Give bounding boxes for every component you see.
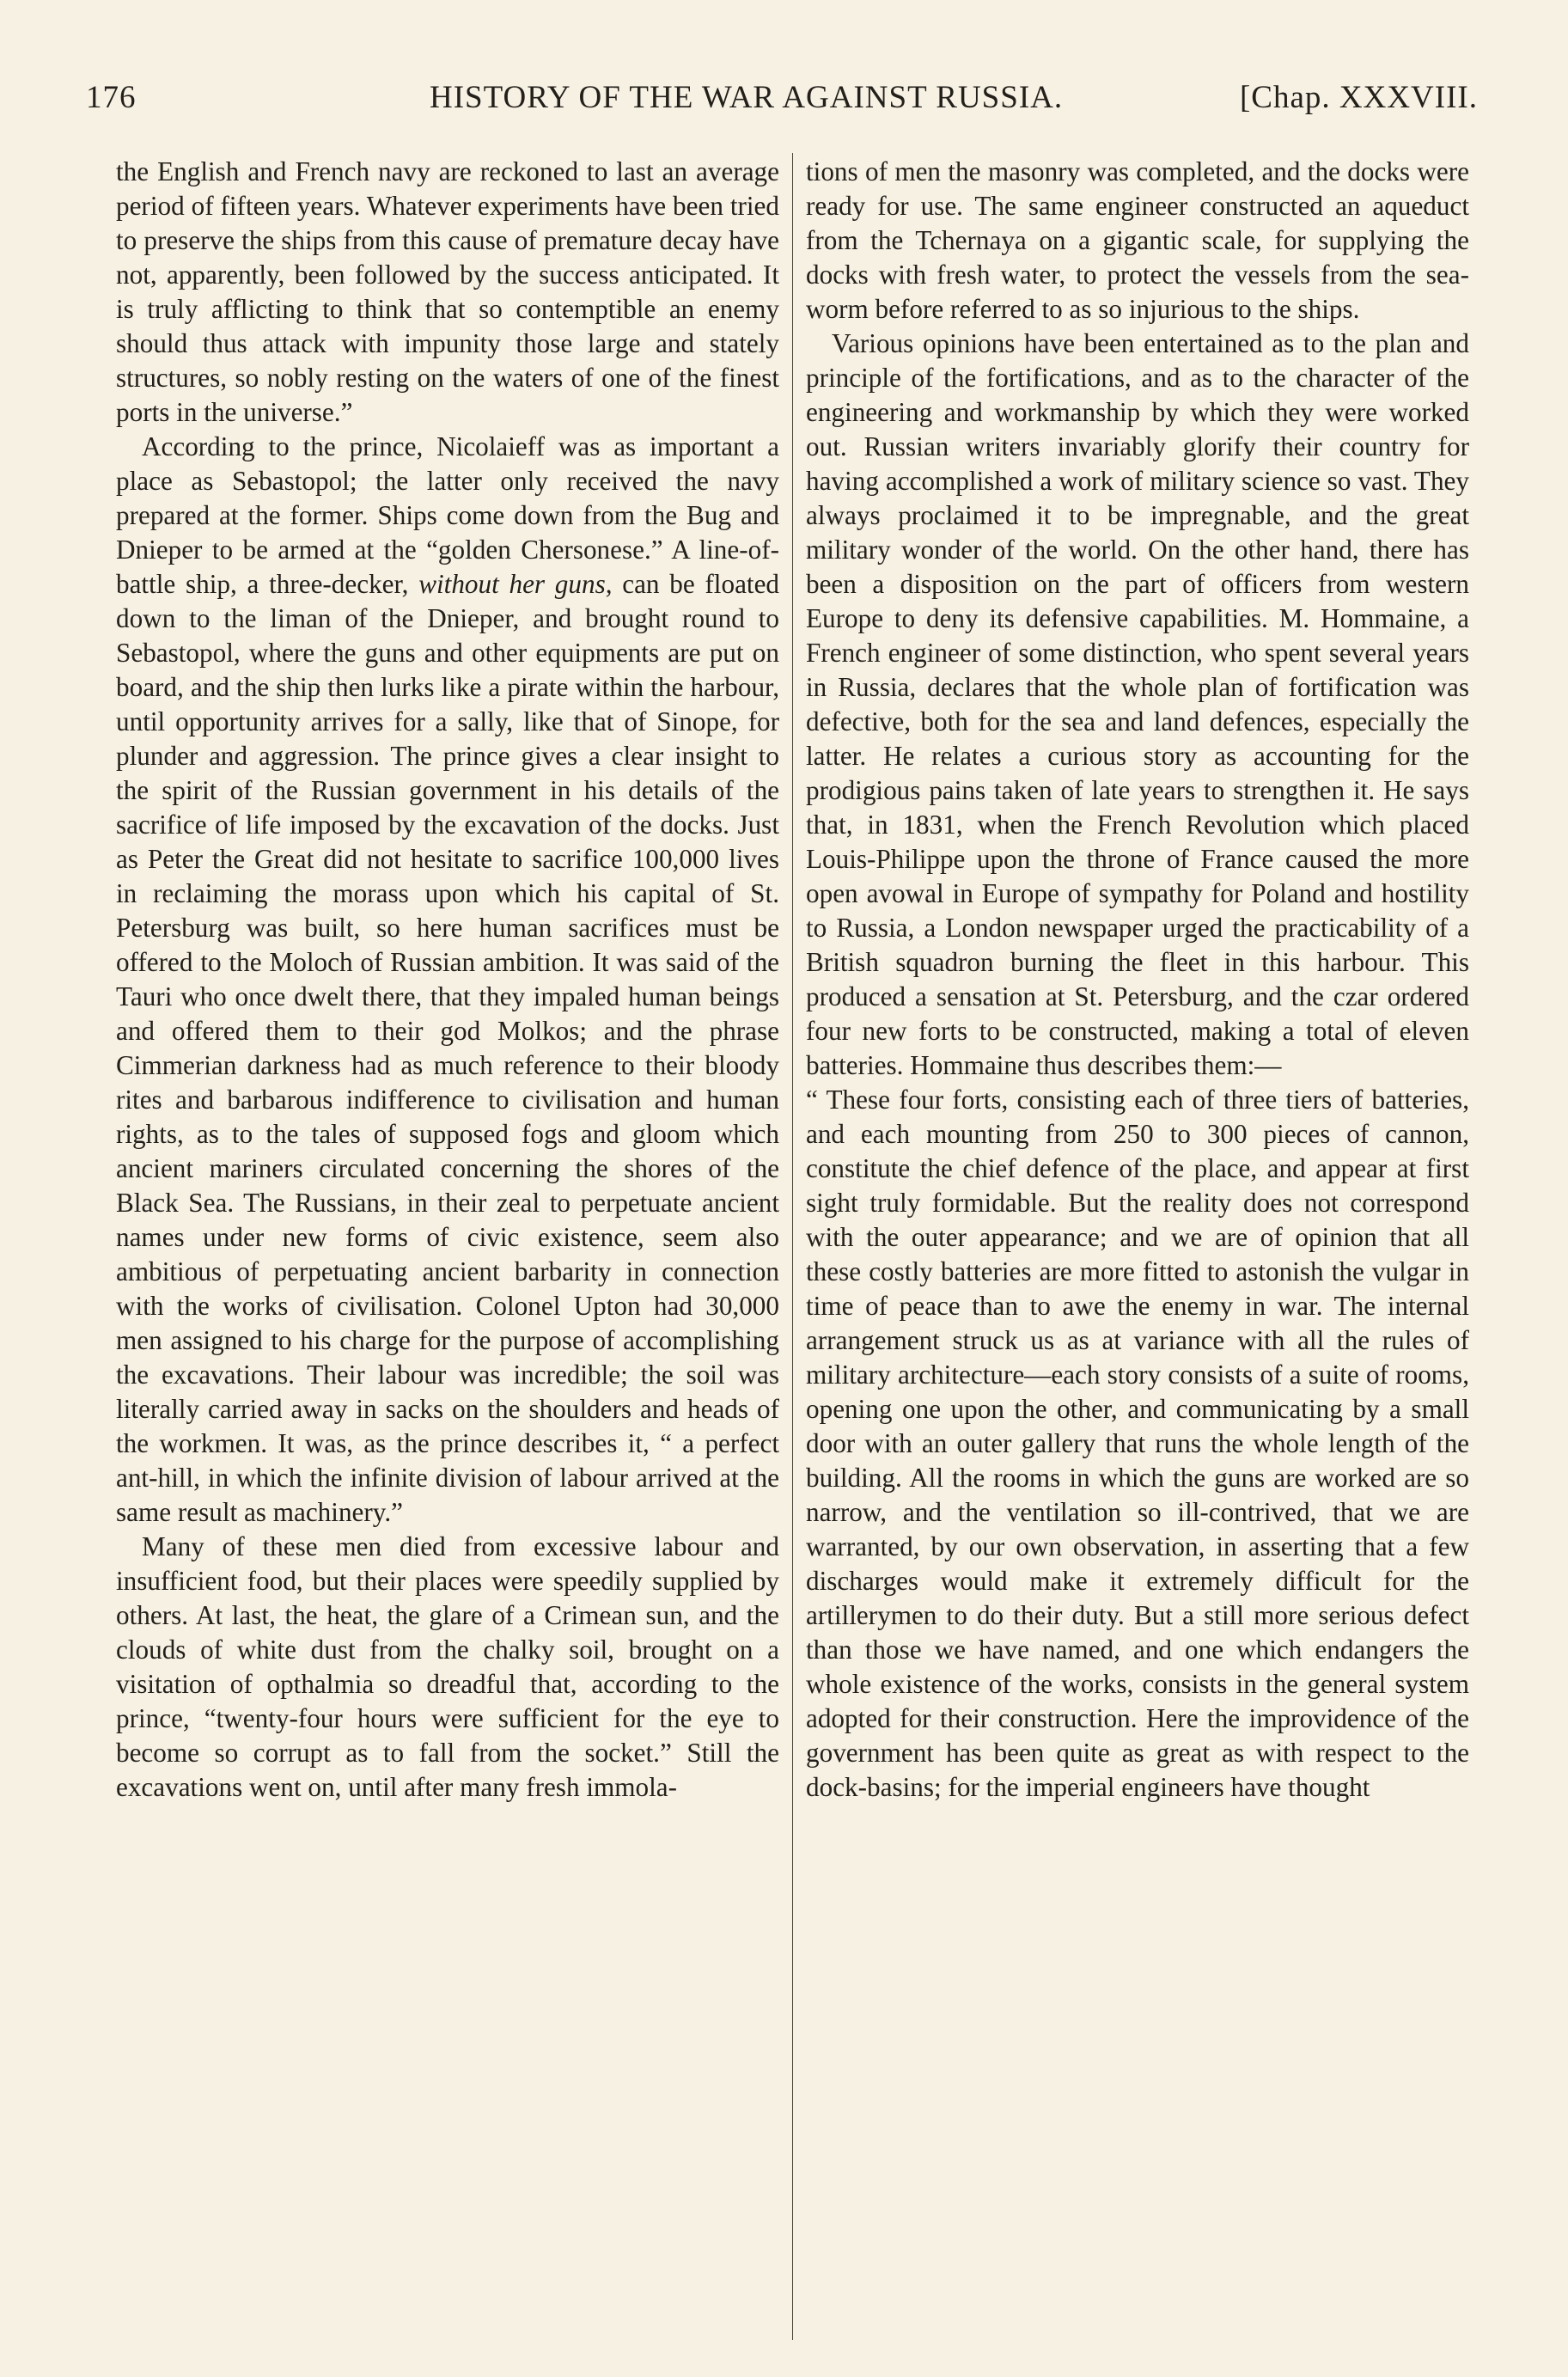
chapter-label: [Chap. XXXVIII. xyxy=(1239,80,1478,115)
paragraph-text: According to the prince, Nicolaieff was as important a place as Sebastopol; the latter only received the navy prepared at the former. Ships come down from the Bug and Dnieper to be armed at the “golden Chersonese.” A line-of-battle ship, a three-decker, xyxy=(116,431,779,599)
paragraph: tions of men the masonry was completed, and the docks were ready for use. The same engineer constructed an aqueduct from the Tchernaya on a gigantic scale, for supplying the docks with fresh water, to protect the vessels from the sea-worm before referred to as so injurious to the ships. xyxy=(806,156,1469,324)
left-column xyxy=(116,155,779,2337)
paragraph: Various opinions have been entertained as to the plan and principle of the fortifications, and as to the character of the engineering and workmanship by which they were worked out. Russian writers invariably glorify their country for having accomplished a work of military science so vast. They always proclaimed it to be impregnable, and the great military wonder of the world. On the other hand, there has been a disposition on the part of officers from western Europe to deny its defensive capabilities. M. Hommaine, a French engineer of some distinction, who spent several years in Russia, declares that the whole plan of fortification was defective, both for the sea and land defences, especially the latter. He relates a curious story as accounting for the prodigious pains taken of late years to strengthen it. He says that, in 1831, when the French Revolution which placed Louis-Philippe upon the throne of France caused the more open avowal in Europe of sympathy for Poland and hostility to Russia, a London newspaper urged the practicability of a British squadron burning the fleet in this harbour. This produced a sensation at St. Petersburg, and the czar ordered four new forts to be constructed, making a total of eleven batteries. Hommaine thus describes them:— xyxy=(806,328,1469,1080)
running-title: HISTORY OF THE WAR AGAINST RUSSIA. xyxy=(430,80,1064,115)
quoted-paragraph: “ These four forts, consisting each of three tiers of batteries, and each mounting from 250 to 300 pieces of cannon, constitute the chief defence of the place, and appear at first sight truly formidable. But the reality does not correspond with the outer appearance; and we are of opinion that all these costly batteries are more fitted to astonish the vulgar in time of peace than to awe the enemy in war. The internal arrangement struck us as at variance with all the rules of military architecture—each story consists of a suite of rooms, opening one upon the other, and communicating by a small door with an outer gallery that runs the whole length of the building. All the rooms in which the guns are worked are so narrow, and the ventilation so ill-contrived, that we are warranted, by our own observation, in asserting that a few discharges would make it extremely difficult for the artillerymen to do their duty. But a still more serious defect than those we have named, and one which endangers the whole existence of the works, consists in the general system adopted for their construction. Here the improvidence of the government has been quite as great as with respect to the dock-basins; for the imperial engineers have thought xyxy=(806,1085,1469,1802)
running-header xyxy=(86,79,1478,131)
paragraph: Many of these men died from excessive labour and insufficient food, but their places were speedily supplied by others. At last, the heat, the glare of a Crimean sun, and the clouds of white dust from the chalky soil, brought on a visitation of opthalmia so dreadful that, according to the prince, “twenty-four hours were sufficient for the eye to become so corrupt as to fall from the socket.” Still the excavations went on, until after many fresh immola- xyxy=(116,1531,779,1802)
paragraph: the English and French navy are reckoned to last an average period of fifteen years. Whatever experiments have been tried to preserve the ships from this cause of premature decay have not, apparently, been followed by the success anticipated. It is truly afflicting to think that so contemptible an enemy should thus attack with impunity those large and stately structures, so nobly resting on the waters of one of the finest ports in the universe.” xyxy=(116,156,779,427)
column-divider xyxy=(792,153,793,2340)
italic-text: without her guns, xyxy=(418,569,613,599)
paragraph xyxy=(116,430,779,1530)
paragraph-text: can be floated down to the liman of the Dnieper, and brought round to Sebastopol, where the guns and other equipments are put on board, and the ship then lurks like a pirate within the harbour, until opportunity arrives for a sally, like that of Sinope, for plunder and aggression. The prince gives a clear insight to the spirit of the Russian government in his details of the sacrifice of life imposed by the excavation of the docks. Just as Peter the Great did not hesitate to sacrifice 100,000 lives in reclaiming the morass upon which his capital of St. Petersburg was built, so here human sacrifices must be offered to the Moloch of Russian ambition. It was said of the Tauri who once dwelt there, that they impaled human beings and offered them to their god Molkos; and the phrase Cimmerian darkness had as much reference to their bloody rites and barbarous indifference to civilisation and human rights, as to the tales of supposed fogs and gloom which ancient mariners circulated concerning the shores of the Black Sea. The Russians, in their zeal to perpetuate ancient names under new forms of civic existence, seem also ambitious of perpetuating ancient barbarity in connection with the works of civilisation. Colonel Upton had 30,000 men assigned to his charge for the purpose of accomplishing the excavations. Their labour was incredible; the soil was literally carried away in sacks on the shoulders and heads of the workmen. It was, as the prince describes it, “ a perfect ant-hill, in which the infinite division of labour arrived at the same result as machinery.” xyxy=(116,569,779,1527)
page-number: 176 xyxy=(86,80,137,115)
right-column xyxy=(806,155,1469,2337)
